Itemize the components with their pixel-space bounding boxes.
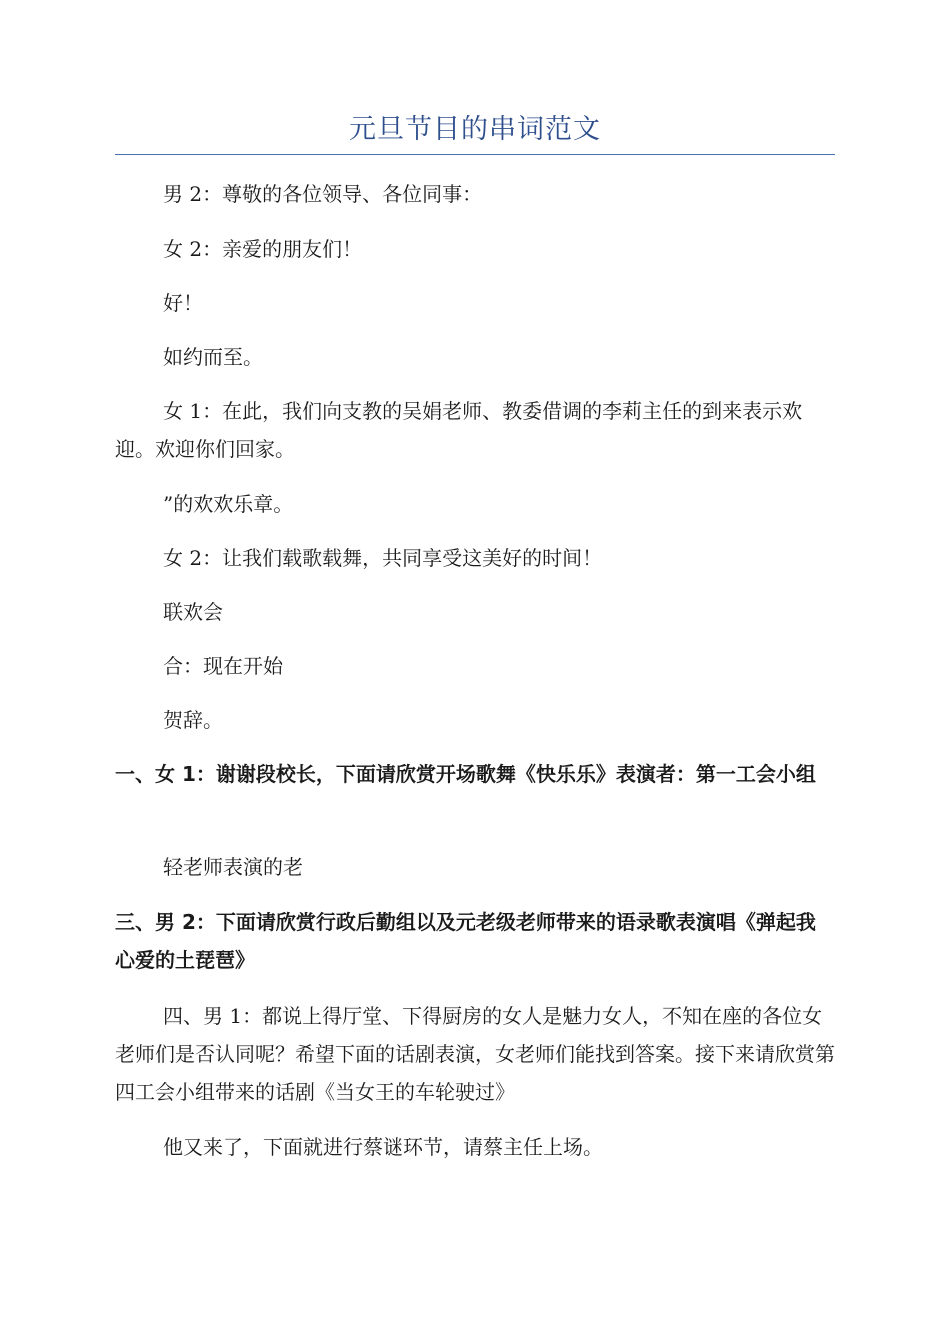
paragraph: ”的欢欢乐章。 — [163, 492, 294, 516]
paragraph: 轻老师表演的老 — [163, 855, 303, 879]
paragraph: 好！ — [163, 291, 203, 315]
paragraph: 女 2：让我们载歌载舞，共同享受这美好的时间！ — [163, 546, 603, 570]
document-title: 元旦节目的串词范文 — [349, 114, 601, 145]
paragraph: 男 2：尊敬的各位领导、各位同事： — [163, 182, 483, 206]
program-item-heading: 三、男 2：下面请欣赏行政后勤组以及元老级老师带来的语录歌表演唱《弹起我心爱的土琵琶》 — [115, 910, 816, 972]
paragraph: 他又来了，下面就进行蔡谜环节，请蔡主任上场。 — [163, 1135, 603, 1159]
paragraph: 女 2：亲爱的朋友们！ — [163, 237, 363, 261]
paragraph: 女 1：在此，我们向支教的吴娟老师、教委借调的李莉主任的到来表示欢迎。欢迎你们回家。 — [115, 399, 803, 461]
program-item-heading: 一、女 1：谢谢段校长，下面请欣赏开场歌舞《快乐乐》表演者：第一工会小组 — [115, 762, 816, 786]
paragraph: 四、男 1：都说上得厅堂、下得厨房的女人是魅力女人，不知在座的各位女老师们是否认同呢？希望下面的话剧表演，女老师们能找到答案。接下来请欣赏第四工会小组带来的话剧《当女王的车轮驶过》 — [115, 1004, 835, 1104]
paragraph: 如约而至。 — [163, 345, 263, 369]
title-underline — [115, 154, 835, 155]
paragraph: 贺辞。 — [163, 708, 223, 732]
paragraph: 联欢会 — [163, 600, 223, 624]
document-page — [115, 0, 835, 1344]
paragraph: 合：现在开始 — [163, 654, 283, 678]
